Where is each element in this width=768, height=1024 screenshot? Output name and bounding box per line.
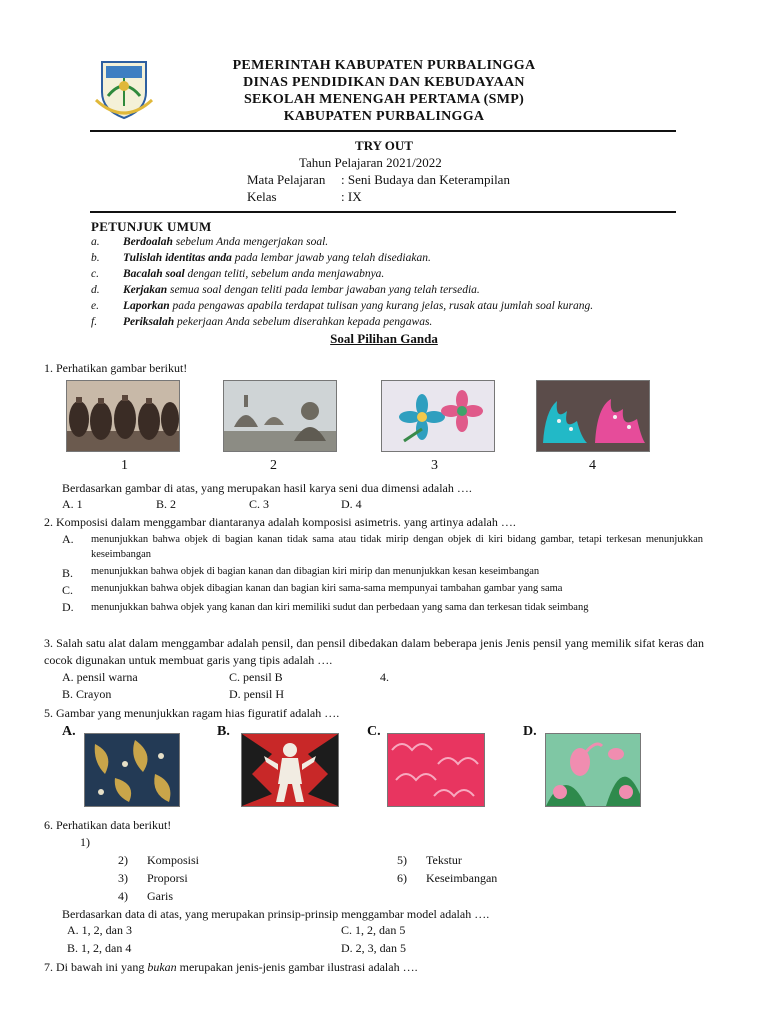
- list-item: Garis: [147, 889, 173, 903]
- option-a: A. 1: [62, 497, 83, 511]
- list-number: 3): [118, 871, 128, 885]
- list-item: Komposisi: [147, 853, 200, 867]
- option-marker: A.: [62, 532, 74, 546]
- option-c: C. 1, 2, dan 5: [341, 923, 406, 937]
- question-1: 1. Perhatikan gambar berikut!: [44, 361, 188, 375]
- list-number: 5): [397, 853, 407, 867]
- question-7: 7. Di bawah ini yang bukan merupakan jenis-jenis gambar ilustrasi adalah ….: [44, 960, 418, 974]
- question-1-stem: Berdasarkan gambar di atas, yang merupakan hasil karya seni dua dimensi adalah ….: [62, 481, 472, 495]
- list-number: 4.: [380, 670, 389, 684]
- flower-art-image: [381, 380, 495, 452]
- section-title: Soal Pilihan Ganda: [330, 331, 438, 346]
- instruction-item: Berdoalah sebelum Anda mengerjakan soal.: [123, 236, 329, 248]
- pottery-image: [66, 380, 180, 452]
- instruction-marker: e.: [91, 300, 99, 312]
- header-divider: [90, 130, 676, 132]
- option-b: B. Crayon: [62, 687, 112, 701]
- list-number: 1): [80, 835, 90, 849]
- option-c: C. 3: [249, 497, 270, 511]
- picture-label: C.: [367, 724, 381, 739]
- question-5: 5. Gambar yang menunjukkan ragam hias figuratif adalah ….: [44, 706, 340, 720]
- list-item: Keseimbangan: [426, 871, 498, 885]
- flamingo-flower-image: [545, 733, 641, 807]
- instruction-marker: d.: [91, 284, 100, 296]
- picture-label: 3: [431, 458, 438, 473]
- header-line-1: PEMERINTAH KABUPATEN PURBALINGGA: [232, 58, 536, 73]
- option-a-text: menunjukkan bahwa objek di bagian kanan tidak sama atau tidak mirip dengan objek di kiri bidang gambar, tetapi terkesan menunjukkan keseimbangan: [91, 534, 703, 560]
- option-a: A. 1, 2, dan 3: [67, 923, 132, 937]
- option-marker: C.: [62, 583, 74, 597]
- exam-year: Tahun Pelajaran 2021/2022: [299, 155, 442, 170]
- stupa-statue-image: [223, 380, 337, 452]
- header-line-4: KABUPATEN PURBALINGGA: [283, 109, 485, 124]
- picture-label: B.: [217, 724, 230, 739]
- instructions-heading: PETUNJUK UMUM: [91, 219, 212, 234]
- question-6: 6. Perhatikan data berikut!: [44, 818, 172, 832]
- question-6-stem: Berdasarkan data di atas, yang merupakan prinsip-prinsip menggambar model adalah ….: [62, 907, 490, 921]
- coral-sculpture-image: [536, 380, 650, 452]
- instruction-item: Kerjakan semua soal dengan teliti pada lembar jawaban yang telah tersedia.: [123, 284, 480, 296]
- batik-leaf-image: [84, 733, 180, 807]
- instruction-marker: f.: [91, 316, 98, 328]
- header-line-2: DINAS PENDIDIKAN DAN KEBUDAYAAN: [243, 75, 525, 90]
- picture-label: 4: [589, 458, 596, 473]
- option-b-text: menunjukkan bahwa objek di bagian kanan dan dibagian kiri mirip dan menunjukkan kesan keseimbangan: [91, 566, 540, 577]
- option-marker: D.: [62, 600, 74, 614]
- option-b: B. 1, 2, dan 4: [67, 941, 132, 955]
- instruction-item: Periksalah pekerjaan Anda sebelum diserahkan kepada pengawas.: [123, 316, 433, 328]
- header-line-3: SEKOLAH MENENGAH PERTAMA (SMP): [243, 92, 525, 107]
- instruction-item: Tulislah identitas anda pada lembar jawab yang telah disediakan.: [123, 252, 431, 264]
- option-d-text: menunjukkan bahwa objek yang kanan dan kiri memiliki sudut dan perbedaan yang sama dan terkesan tidak seimbang: [91, 602, 589, 613]
- picture-label: D.: [523, 724, 537, 739]
- instruction-item: Laporkan pada pengawas apabila terdapat tulisan yang kurang jelas, rusak atau jumlah soal kurang.: [123, 300, 594, 312]
- question-2: 2. Komposisi dalam menggambar diantaranya adalah komposisi asimetris. yang artinya adalah ….: [44, 515, 516, 529]
- picture-label: A.: [62, 724, 76, 739]
- subject-label: Mata Pelajaran: [247, 172, 326, 187]
- option-d: D. 4: [341, 497, 362, 511]
- class-value: : IX: [341, 189, 362, 204]
- instruction-marker: a.: [91, 236, 100, 248]
- instruction-marker: b.: [91, 252, 100, 264]
- question-3: 3. Salah satu alat dalam menggambar adalah pensil, dan pensil dibedakan dalam beberapa jenis Jenis pensil yang memilik sifat keras dan cocok digunakan untuk membuat garis yang tipis adalah ….: [44, 636, 704, 667]
- list-number: 4): [118, 889, 128, 903]
- list-item: Proporsi: [147, 871, 188, 885]
- instruction-item: Bacalah soal dengan teliti, sebelum anda menjawabnya.: [123, 268, 385, 280]
- option-d: D. 2, 3, dan 5: [341, 941, 406, 955]
- instruction-marker: c.: [91, 268, 99, 280]
- option-c-text: menunjukkan bahwa objek dibagian kanan dan bagian kiri sama-sama mempunyai tambahan gambar yang sama: [91, 583, 563, 594]
- subject-value: : Seni Budaya dan Keterampilan: [341, 172, 510, 187]
- picture-label: 2: [270, 458, 277, 473]
- list-number: 6): [397, 871, 407, 885]
- class-label: Kelas: [247, 189, 277, 204]
- option-marker: B.: [62, 566, 74, 580]
- cloud-motif-image: [387, 733, 485, 807]
- option-b: B. 2: [156, 497, 177, 511]
- exam-title: TRY OUT: [355, 138, 413, 153]
- figurative-ornament-image: [241, 733, 339, 807]
- option-d: D. pensil H: [229, 687, 284, 701]
- option-a: A. pensil warna: [62, 670, 138, 684]
- info-divider: [90, 211, 676, 213]
- list-number: 2): [118, 853, 128, 867]
- option-c: C. pensil B: [229, 670, 283, 684]
- list-item: Tekstur: [426, 853, 462, 867]
- picture-label: 1: [121, 458, 128, 473]
